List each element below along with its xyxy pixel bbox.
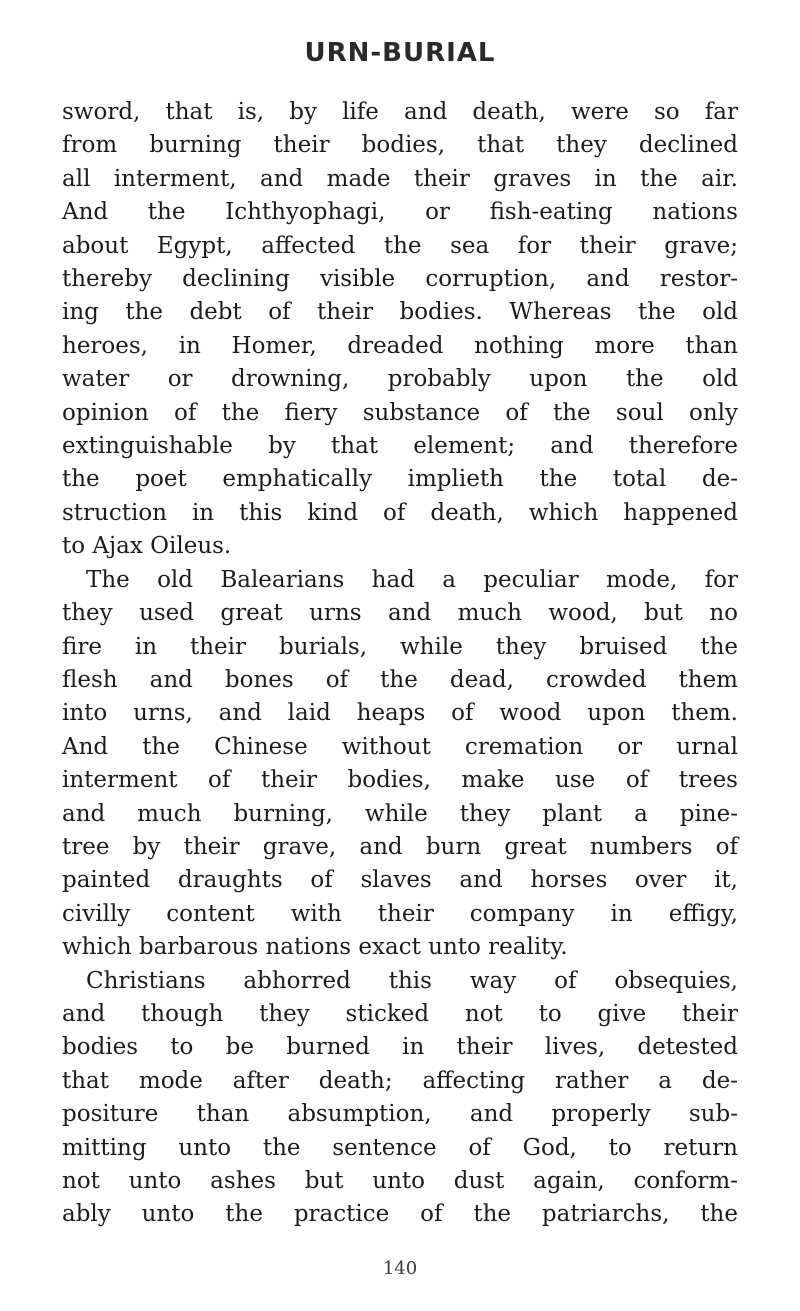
text-line: ing the debt of their bodies. Whereas the old xyxy=(62,299,738,326)
text-line: painted draughts of slaves and horses over it, xyxy=(62,867,738,894)
text-line: into urns, and laid heaps of wood upon them. xyxy=(62,700,738,727)
text-line: civilly content with their company in effigy, xyxy=(62,900,738,927)
text-line: opinion of the fiery substance of the soul only xyxy=(62,399,738,426)
body-text xyxy=(62,96,738,1232)
text-line: sword, that is, by life and death, were so far xyxy=(62,99,738,125)
text-line: And the Ichthyophagi, or fish-eating nations xyxy=(62,199,738,226)
text-line: thereby declining visible corruption, and restor- xyxy=(62,266,738,293)
text-line: flesh and bones of the dead, crowded them xyxy=(62,666,738,693)
text-line: The old Balearians had a peculiar mode, for xyxy=(86,566,738,593)
text-line: that mode after death; affecting rather a de- xyxy=(62,1067,738,1094)
text-line: not unto ashes but unto dust again, conform- xyxy=(62,1168,738,1194)
text-line: all interment, and made their graves in the air. xyxy=(62,165,738,192)
text-line: ably unto the practice of the patriarchs, the xyxy=(62,1201,738,1228)
text-line: from burning their bodies, that they declined xyxy=(62,132,738,159)
text-line: struction in this kind of death, which happened xyxy=(62,499,738,526)
text-line: interment of their bodies, make use of trees xyxy=(62,767,738,794)
text-line: and though they sticked not to give their xyxy=(62,1000,738,1027)
text-line: to Ajax Oileus. xyxy=(62,533,232,560)
text-line: fire in their burials, while they bruised the xyxy=(62,633,738,660)
text-line: tree by their grave, and burn great numbers of xyxy=(62,833,738,860)
text-line: bodies to be burned in their lives, detested xyxy=(62,1034,738,1061)
text-line: positure than absumption, and properly sub- xyxy=(62,1101,738,1128)
text-line: heroes, in Homer, dreaded nothing more than xyxy=(62,332,738,359)
text-line: extinguishable by that element; and therefore xyxy=(62,433,738,460)
page-number: 140 xyxy=(382,1258,418,1279)
text-line: mitting unto the sentence of God, to return xyxy=(62,1134,738,1161)
text-line: the poet emphatically implieth the total de- xyxy=(62,466,738,493)
text-line: they used great urns and much wood, but no xyxy=(62,600,738,627)
text-line: And the Chinese without cremation or urnal xyxy=(62,733,738,760)
text-line: about Egypt, affected the sea for their grave; xyxy=(62,232,738,259)
text-line: which barbarous nations exact unto reality. xyxy=(62,934,568,961)
text-line: water or drowning, probably upon the old xyxy=(62,366,738,393)
running-head: URN-BURIAL xyxy=(304,38,496,68)
text-line: Christians abhorred this way of obsequies, xyxy=(86,967,738,994)
text-line: and much burning, while they plant a pine- xyxy=(62,800,738,827)
